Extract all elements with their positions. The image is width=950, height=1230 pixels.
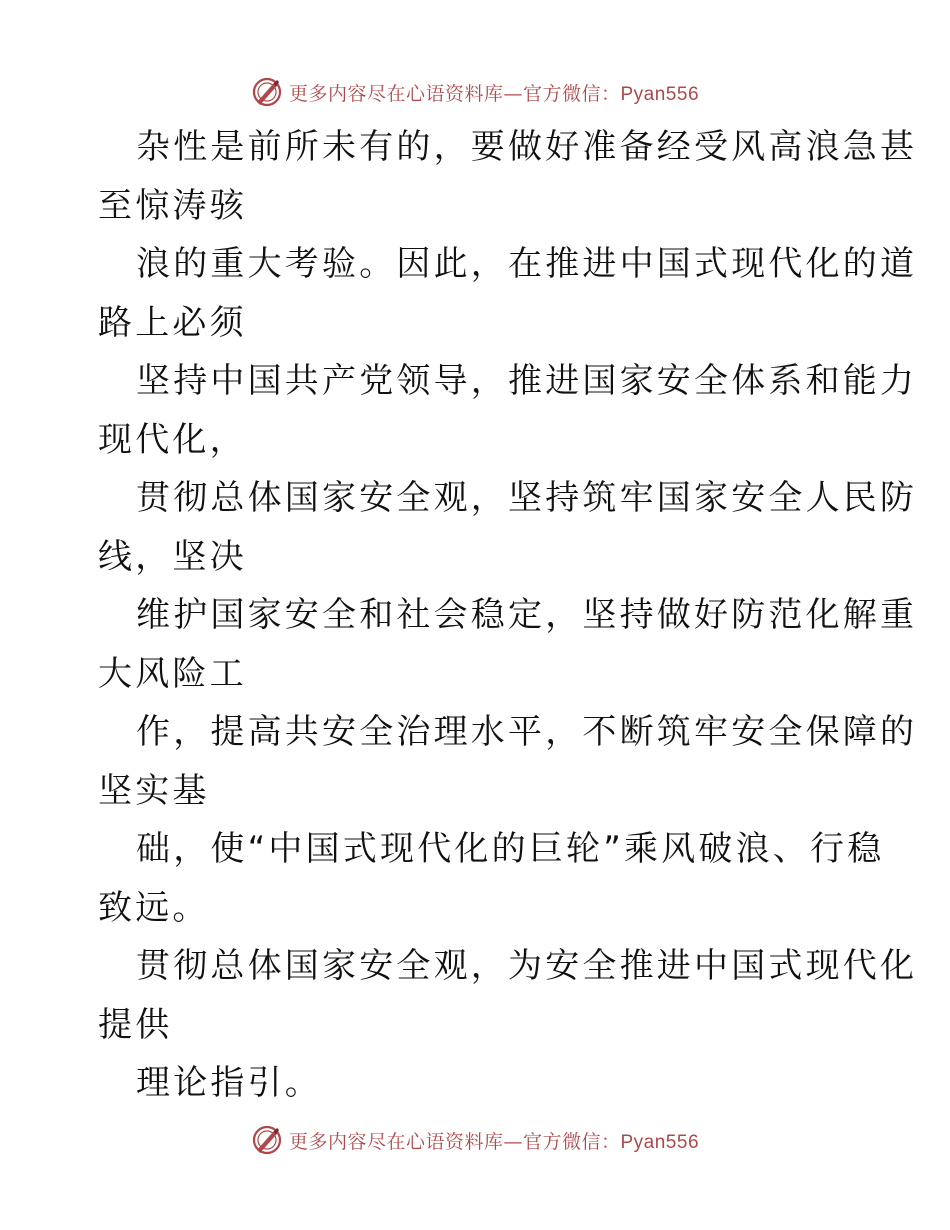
body-line: 提供 — [98, 1004, 173, 1045]
document-body — [98, 118, 918, 1113]
body-line: 致远。 — [98, 887, 210, 928]
body-line: 现代化， — [98, 419, 247, 460]
body-line: 路上必须 — [98, 302, 247, 343]
footer-banner-text — [289, 1127, 699, 1154]
header-banner-brand: Pyan556 — [620, 83, 700, 105]
body-line: 贯彻总体国家安全观，为安全推进中国式现代化 — [136, 946, 918, 986]
body-line: 大风险工 — [98, 653, 247, 694]
pen-logo-icon — [251, 76, 283, 108]
header-banner-inner — [251, 76, 699, 108]
footer-banner-brand: Pyan556 — [620, 1131, 700, 1153]
body-line: 坚实基 — [98, 770, 210, 811]
footer-banner-label: 更多内容尽在心语资料库—官方微信： — [288, 1130, 621, 1153]
footer-banner-inner — [251, 1124, 699, 1156]
header-banner-text — [289, 79, 699, 106]
header-banner — [0, 72, 950, 112]
body-line: 础，使“中国式现代化的巨轮”乘风破浪、行稳 — [136, 829, 885, 869]
footer-banner — [0, 1120, 950, 1160]
body-line: 理论指引。 — [136, 1063, 322, 1103]
header-banner-label: 更多内容尽在心语资料库—官方微信： — [288, 82, 621, 105]
pen-logo-icon — [251, 1124, 283, 1156]
body-line: 浪的重大考验。因此，在推进中国式现代化的道 — [136, 244, 918, 284]
body-line: 作，提高共安全治理水平，不断筑牢安全保障的 — [136, 712, 918, 752]
body-line: 线，坚决 — [98, 536, 247, 577]
body-line: 杂性是前所未有的，要做好准备经受风高浪急甚 — [136, 127, 918, 167]
body-line: 贯彻总体国家安全观，坚持筑牢国家安全人民防 — [136, 478, 918, 518]
body-line: 坚持中国共产党领导，推进国家安全体系和能力 — [136, 361, 918, 401]
body-line: 至惊涛骇 — [98, 185, 247, 226]
body-line: 维护国家安全和社会稳定，坚持做好防范化解重 — [136, 595, 918, 635]
